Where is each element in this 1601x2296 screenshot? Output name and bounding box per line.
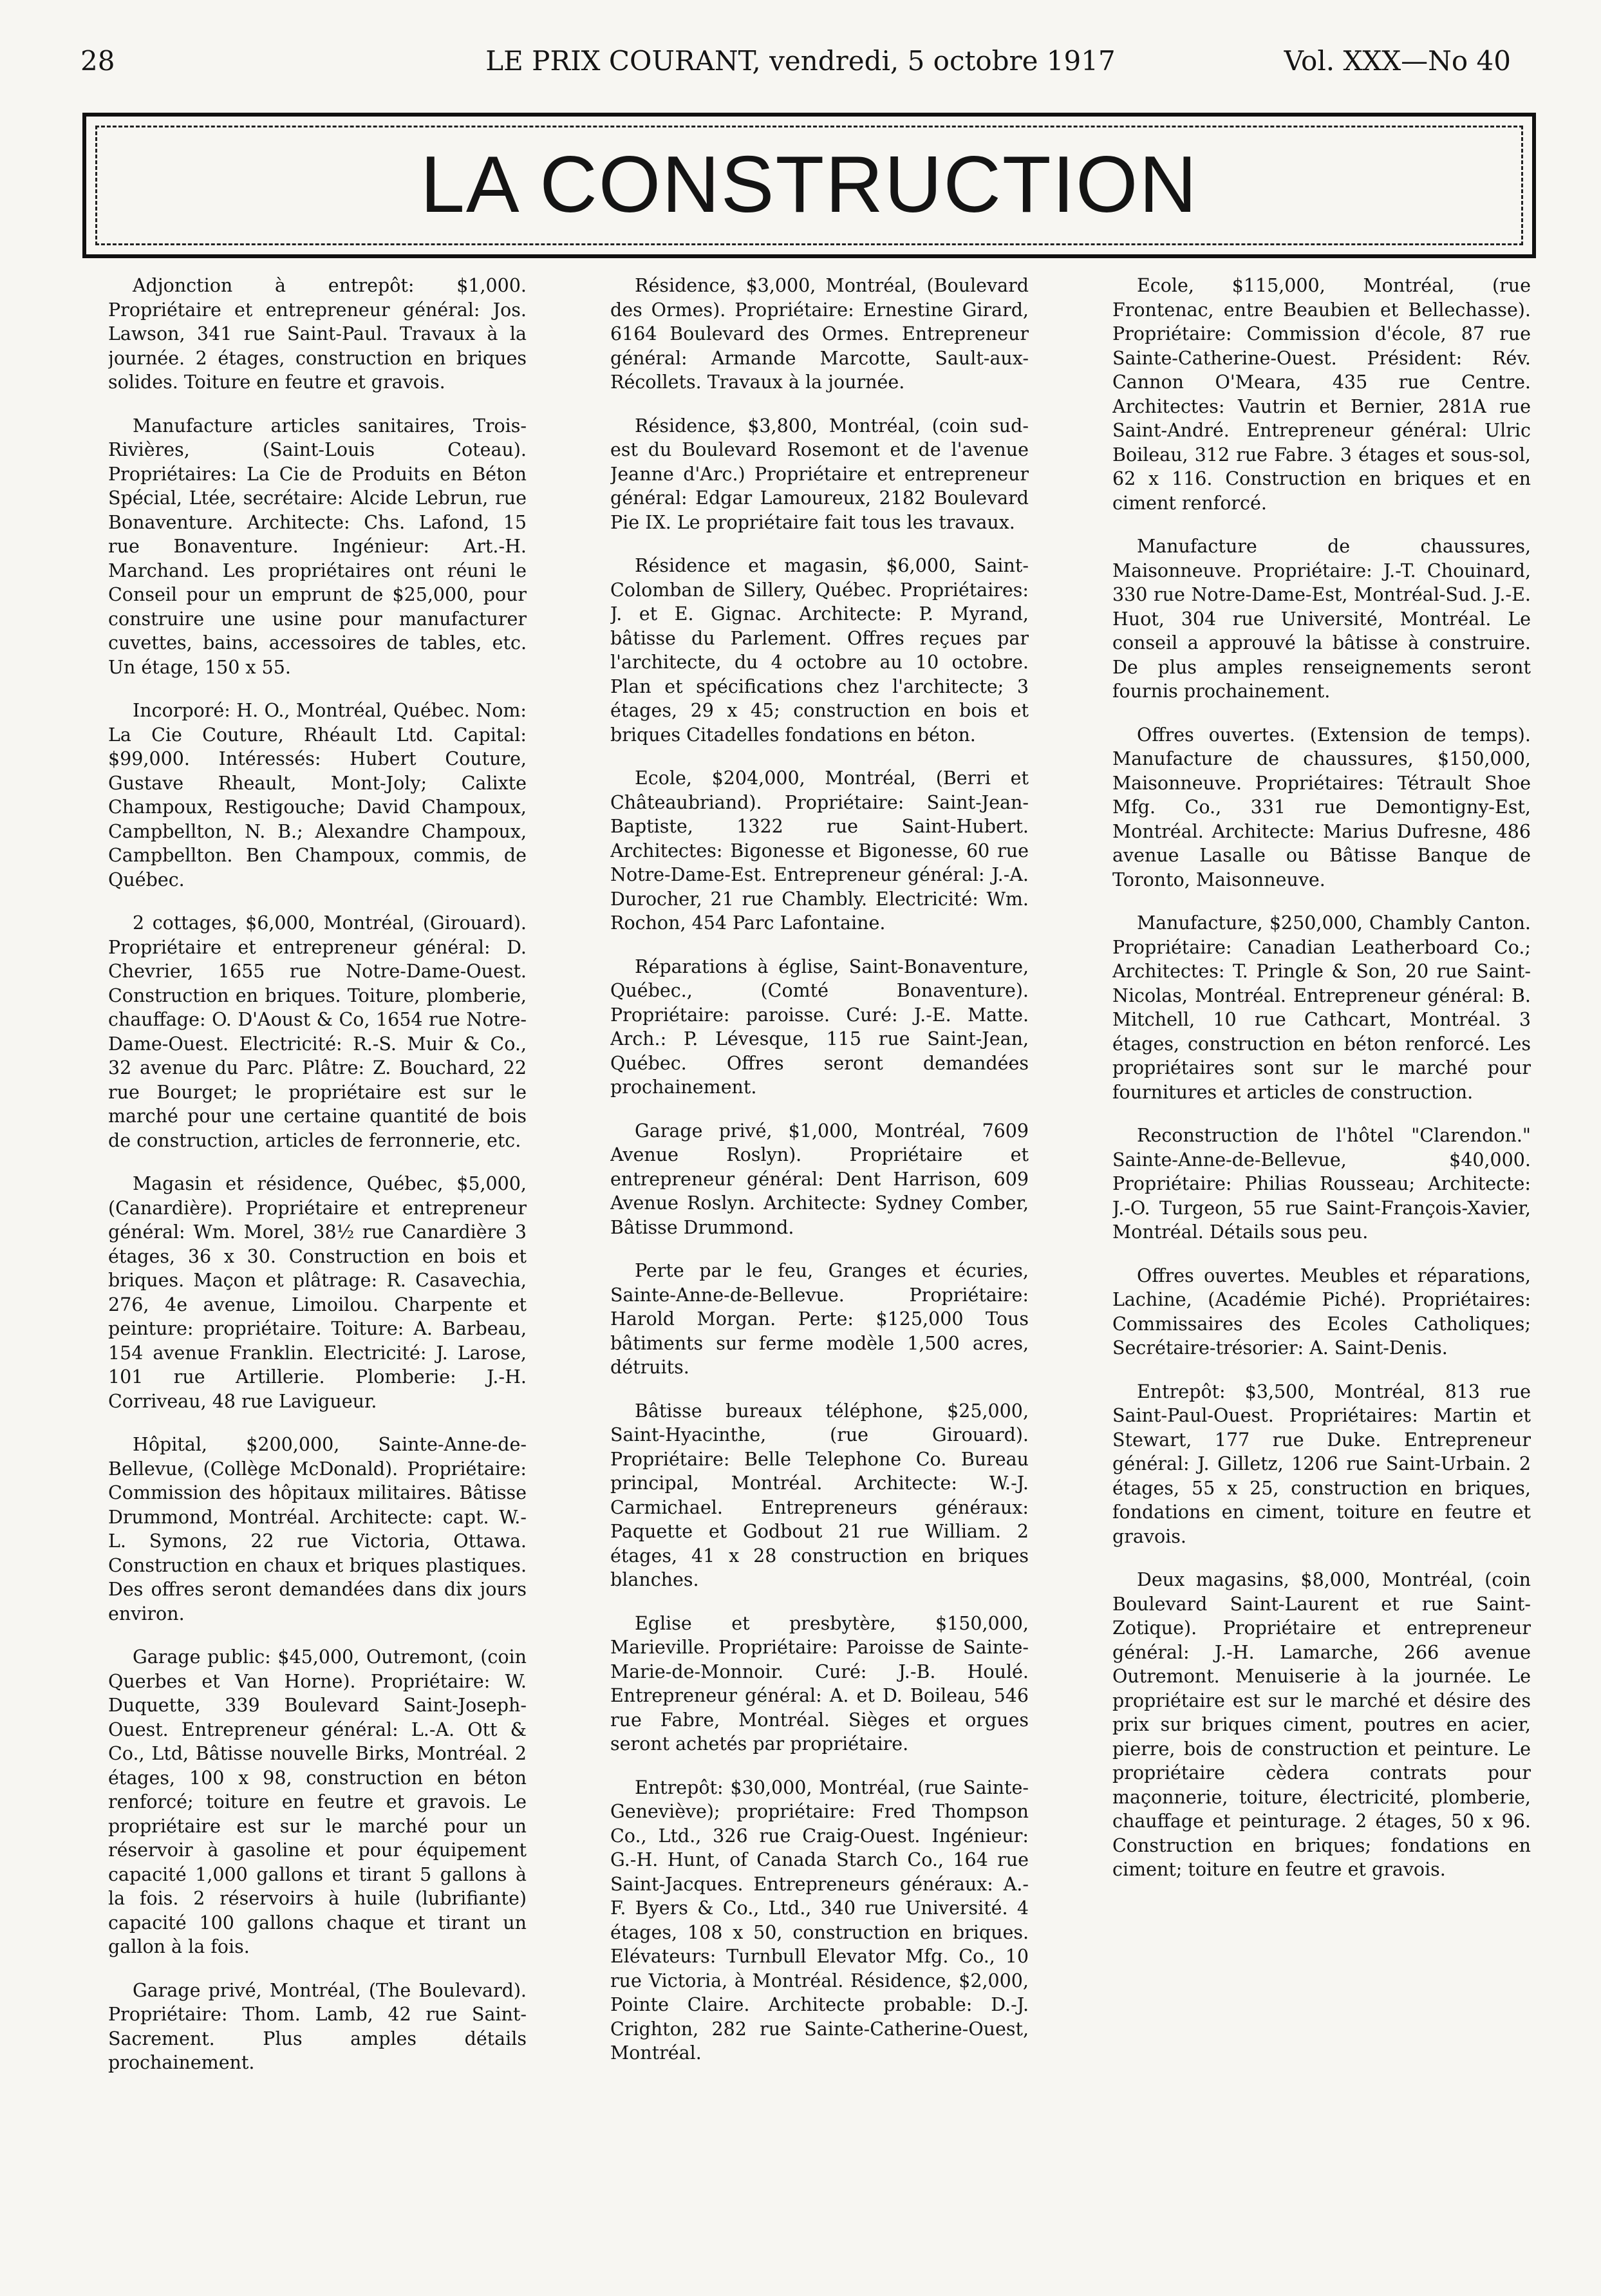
notice-cottages: 2 cottages, $6,000, Montréal, (Girouard). Propriétaire et entrepreneur général: D. Chevrier, 1655 rue Notre-Dame-Ouest. Construction en briques. Toiture, plomberie, chauffage: O. D'Aoust & Co, 1654 rue Notre-Dame-Ouest. Electricité: R.-S. Muir & Co., 32 avenue du Parc. Plâtre: Z. Bouchard, 22 rue Bourget; le propriétaire est sur le marché pour une certaine quantité de bois de construction, articles de ferronnerie, etc. — [108, 912, 527, 1151]
notice-residence-magasin-sillery: Résidence et magasin, $6,000, Saint-Colomban de Sillery, Québec. Propriétaires: J. et E. Gignac. Architecte: P. Myrand, bâtisse du Parlement. Offres reçues par l'architecte, du 4 octobre au 10 octobre. Plan et spécifications chez l'architecte; 3 étages, 29 x 45; construction en bois et briques Citadelles fondations en béton. — [610, 555, 1029, 746]
notice-entrepot-martin: Entrepôt: $3,500, Montréal, 813 rue Saint-Paul-Ouest. Propriétaires: Martin et Stewart, 177 rue Duke. Entrepreneur général: J. Gilletz, 1206 rue Saint-Urbain. 2 étages, 55 x 25, construction en briques, fondations en ciment, toiture en feutre et gravois. — [1112, 1380, 1531, 1547]
article-columns — [108, 274, 1531, 2276]
notice-eglise-presbytere: Eglise et presbytère, $150,000, Marieville. Propriétaire: Paroisse de Sainte-Marie-de-Monnoir. Curé: J.-B. Houlé. Entrepreneur général: A. et D. Boileau, 546 rue Fabre, Montréal. Sièges et orgues seront achetés par propriétaire. — [610, 1612, 1029, 1755]
volume-number: Vol. XXX—No 40 — [1284, 45, 1511, 77]
notice-offres-chaussures: Offres ouvertes. (Extension de temps). Manufacture de chaussures, $150,000, Maisonneuve. Propriétaires: Tétrault Shoe Mfg. Co., 331 rue Demontigny-Est, Montréal. Architecte: Marius Dufresne, 486 avenue Lasalle ou Bâtisse Banque de Toronto, Maisonneuve. — [1112, 724, 1531, 890]
section-title: LA CONSTRUCTION — [420, 140, 1199, 229]
notice-incorporation: Incorporé: H. O., Montréal, Québec. Nom: La Cie Couture, Rhéault Ltd. Capital: $99,000. Intéressés: Hubert Couture, Gustave Rheault, Mont-Joly; Calixte Champoux, Restigouche; David Champoux, Campbellton, N. B.; Alexandre Champoux, Campbellton. Ben Champoux, commis, de Québec. — [108, 700, 527, 890]
notice-perte-feu: Perte par le feu, Granges et écuries, Sainte-Anne-de-Bellevue. Propriétaire: Harold Morgan. Perte: $125,000 Tous bâtiments sur ferme modèle 1,500 acres, détruits. — [610, 1260, 1029, 1378]
notice-offres-meubles: Offres ouvertes. Meubles et réparations, Lachine, (Académie Piché). Propriétaires: Commissaires des Ecoles Catholiques; Secrétaire-trésorier: A. Saint-Denis. — [1112, 1265, 1531, 1359]
notice-manufacture-sanitaires: Manufacture articles sanitaires, Trois-Rivières, (Saint-Louis Coteau). Propriétaires: La Cie de Produits en Béton Spécial, Ltée, secrétaire: Alcide Lebrun, rue Bonaventure. Architecte: Chs. Lafond, 15 rue Bonaventure. Ingénieur: Art.-H. Marchand. Les propriétaires ont réuni le Conseil pour un emprunt de $25,000, pour construire une usine pour manufacturer cuvettes, bains, accessoires de tables, etc. Un étage, 150 x 55. — [108, 415, 527, 678]
notice-garage-public: Garage public: $45,000, Outremont, (coin Querbes et Van Horne). Propriétaire: W. Duquette, 339 Boulevard Saint-Joseph-Ouest. Entrepreneur général: L.-A. Ott & Co., Ltd, Bâtisse nouvelle Birks, Montréal. 2 étages, 100 x 98, construction en béton renforcé; toiture en feutre et gravois. Le propriétaire est sur le marché pour un réservoir à gasoline et pour équipement capacité 1,000 gallons et tirant 5 gallons à la fois. 2 réservoirs à huile (lubrifiante) capacité 100 gallons chaque et tirant un gallon à la fois. — [108, 1646, 527, 1957]
notice-manufacture-chambly: Manufacture, $250,000, Chambly Canton. Propriétaire: Canadian Leatherboard Co.; Architectes: T. Pringle & Son, 20 rue Saint-Nicolas, Montréal. Entrepreneur général: B. Mitchell, 10 rue Cathcart, Montréal. 3 étages, construction en béton renforcé. Les propriétaires sont sur le marché pour fournitures et articles de construction. — [1112, 912, 1531, 1103]
notice-deux-magasins: Deux magasins, $8,000, Montréal, (coin Boulevard Saint-Laurent et rue Saint-Zotique). Propriétaire et entrepreneur général: J.-H. Lamarche, 266 avenue Outremont. Menuiserie à la journée. Le propriétaire est sur le marché et désire des prix sur briques ciment, poutres en acier, pierre, bois de construction et peinture. Le propriétaire cèdera contrats pour maçonnerie, toiture, électricité, plomberie, chauffage et peinturage. 2 étages, 50 x 96. Construction en briques; fondations en ciment; toiture en feutre et gravois. — [1112, 1569, 1531, 1880]
column-2 — [610, 274, 1029, 2276]
page-number: 28 — [80, 45, 115, 77]
column-3 — [1112, 274, 1531, 2276]
notice-entrepot-lawson: Adjonction à entrepôt: $1,000. Propriétaire et entrepreneur général: Jos. Lawson, 341 rue Saint-Paul. Travaux à la journée. 2 étages, construction en briques solides. Toiture en feutre et gravois. — [108, 275, 527, 393]
notice-garage-prive-lamb: Garage privé, Montréal, (The Boulevard). Propriétaire: Thom. Lamb, 42 rue Saint-Sacrement. Plus amples détails prochainement. — [108, 1979, 527, 2073]
notice-bureaux-telephone: Bâtisse bureaux téléphone, $25,000, Saint-Hyacinthe, (rue Girouard). Propriétaire: Belle Telephone Co. Bureau principal, Montréal. Architecte: W.-J. Carmichael. Entrepreneurs généraux: Paquette et Godbout 21 rue William. 2 étages, 41 x 28 construction en briques blanches. — [610, 1400, 1029, 1590]
notice-magasin-residence-quebec: Magasin et résidence, Québec, $5,000, (Canardière). Propriétaire et entrepreneur général: Wm. Morel, 38½ rue Canardière 3 étages, 36 x 30. Construction en bois et briques. Maçon et plâtrage: R. Casavechia, 276, 4e avenue, Limoilou. Charpente et peinture: propriétaire. Toiture: A. Barbeau, 154 avenue Franklin. Electricité: J. Larose, 101 rue Artillerie. Plomberie: J.-H. Corriveau, 48 rue Lavigueur. — [108, 1173, 527, 1412]
notice-manufacture-chaussures: Manufacture de chaussures, Maisonneuve. Propriétaire: J.-T. Chouinard, 330 rue Notre-Dame-Est, Montréal-Sud. J.-E. Huot, 304 rue Université, Montréal. Le conseil a approuvé la bâtisse à construire. De plus amples renseignements seront fournis prochainement. — [1112, 536, 1531, 702]
column-1 — [108, 274, 527, 2276]
notice-ecole-frontenac: Ecole, $115,000, Montréal, (rue Frontenac, entre Beaubien et Bellechasse). Propriétaire: Commission d'école, 87 rue Sainte-Catherine-Ouest. Président: Rév. Cannon O'Meara, 435 rue Centre. Architectes: Vautrin et Bernier, 281A rue Saint-André. Entrepreneur général: Ulric Boileau, 312 rue Fabre. 3 étages et sous-sol, 62 x 116. Construction en briques et en ciment renforcé. — [1112, 275, 1531, 514]
notice-residence-ormes: Résidence, $3,000, Montréal, (Boulevard des Ormes). Propriétaire: Ernestine Girard, 6164 Boulevard des Ormes. Entrepreneur général: Armande Marcotte, Sault-aux-Récollets. Travaux à la journée. — [610, 275, 1029, 393]
notice-residence-rosemont: Résidence, $3,800, Montréal, (coin sud-est du Boulevard Rosemont et de l'avenue Jeanne d'Arc.) Propriétaire et entrepreneur général: Edgar Lamoureux, 2182 Boulevard Pie IX. Le propriétaire fait tous les travaux. — [610, 415, 1029, 533]
running-header — [77, 45, 1524, 90]
notice-ecole-berri: Ecole, $204,000, Montréal, (Berri et Châteaubriand). Propriétaire: Saint-Jean-Baptiste, 1322 rue Saint-Hubert. Architectes: Bigonesse et Bigonesse, 60 rue Notre-Dame-Est. Entrepreneur général: J.-A. Durocher, 21 rue Chambly. Electricité: Wm. Rochon, 454 Parc Lafontaine. — [610, 767, 1029, 934]
notice-reparations-eglise: Réparations à église, Saint-Bonaventure, Québec., (Comté Bonaventure). Propriétaire: paroisse. Curé: J.-E. Matte. Arch.: P. Lévesque, 115 rue Saint-Jean, Québec. Offres seront demandées prochainement. — [610, 955, 1029, 1098]
notice-hotel-clarendon: Reconstruction de l'hôtel "Clarendon." Sainte-Anne-de-Bellevue, $40,000. Propriétaire: Philias Rousseau; Architecte: J.-O. Turgeon, 55 rue Saint-François-Xavier, Montréal. Détails sous peu. — [1112, 1125, 1531, 1243]
notice-entrepot-thompson: Entrepôt: $30,000, Montréal, (rue Sainte-Geneviève); propriétaire: Fred Thompson Co., Ltd., 326 rue Craig-Ouest. Ingénieur: G.-H. Hunt, of Canada Starch Co., 164 rue Saint-Jacques. Entrepreneurs généraux: A.-F. Byers & Co., Ltd., 340 rue Université. 4 étages, 108 x 50, construction en briques. Elévateurs: Turnbull Elevator Mfg. Co., 10 rue Victoria, à Montréal. Résidence, $2,000, Pointe Claire. Architecte probable: D.-J. Crighton, 282 rue Sainte-Catherine-Ouest, Montréal. — [610, 1776, 1029, 2064]
notice-garage-prive-roslyn: Garage privé, $1,000, Montréal, 7609 Avenue Roslyn). Propriétaire et entrepreneur général: Dent Harrison, 609 Avenue Roslyn. Architecte: Sydney Comber, Bâtisse Drummond. — [610, 1120, 1029, 1238]
journal-title: LE PRIX COURANT, vendredi, 5 octobre 1917 — [485, 45, 1116, 77]
section-banner — [82, 113, 1536, 258]
notice-hopital: Hôpital, $200,000, Sainte-Anne-de-Bellevue, (Collège McDonald). Propriétaire: Commission des hôpitaux militaires. Bâtisse Drummond, Montréal. Architecte: capt. W.-L. Symons, 22 rue Victoria, Ottawa. Construction en chaux et briques plastiques. Des offres seront demandées dans dix jours environ. — [108, 1434, 527, 1624]
